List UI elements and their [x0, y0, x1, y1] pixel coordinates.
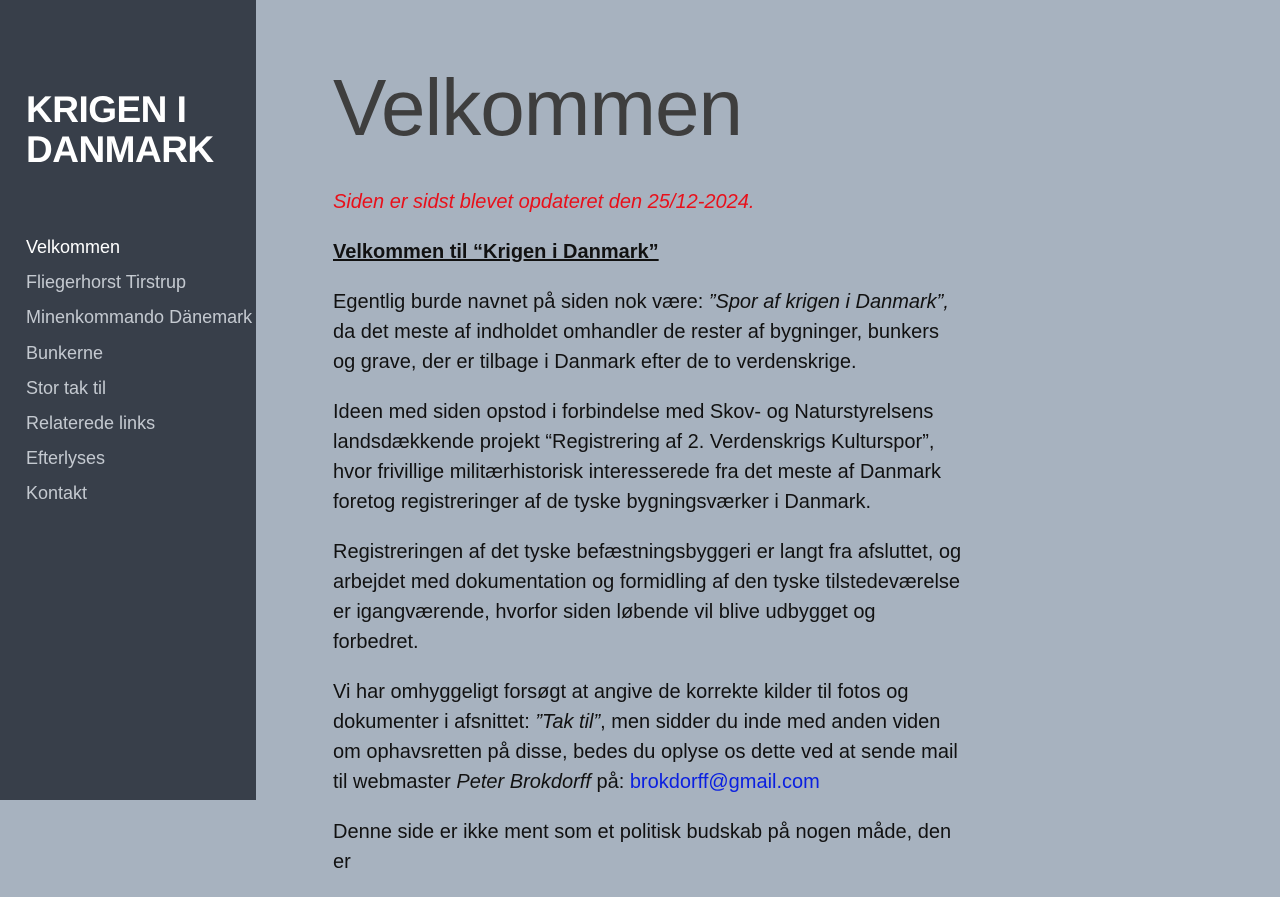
email-link[interactable]: brokdorff@gmail.com — [629, 771, 820, 793]
nav-item-efterlyses[interactable]: Efterlyses — [26, 448, 106, 469]
copyright-text-start: Vi har omhyggeligt forsøgt at angive de korrekte kilder til fotos og dokumenter i afsnittet: — [333, 681, 909, 733]
main-content — [333, 0, 963, 873]
copyright-paragraph — [333, 677, 963, 797]
nav-item-minenkommando-daenemark[interactable]: Minenkommando Dänemark — [26, 307, 253, 328]
nav-item-relaterede-links[interactable]: Relaterede links — [26, 412, 156, 433]
nav-item-bunkerne[interactable]: Bunkerne — [26, 342, 104, 363]
intro-alt-title: ”Spor af krigen i Danmark”, — [708, 291, 949, 313]
nav-item-kontakt[interactable]: Kontakt — [26, 483, 88, 504]
page-title: Velkommen — [333, 63, 742, 152]
copyright-section-ref: ”Tak til” — [535, 711, 601, 733]
origin-paragraph: Ideen med siden opstod i forbindelse med Skov- og Naturstyrelsens landsdækkende projekt “Registrering af 2. Verdenskrigs Kulturspor”, hvor frivillige militærhistorisk interesserede fra det meste af Danmark foretog registreringer af de tyske bygningsværker i Danmark. — [333, 401, 941, 513]
nav-item-velkommen[interactable]: Velkommen — [26, 237, 121, 257]
copyright-text-end: på: — [590, 771, 630, 793]
registration-paragraph: Registreringen af det tyske befæstningsbyggeri er langt fra afsluttet, og arbejdet med dokumentation og formidling af den tyske tilstedeværelse er igangværende, hvorfor siden løbende vil blive udbygget og forbedret. — [333, 541, 962, 653]
copyright-text-middle: , men sidder du inde med anden viden om ophavsretten på disse, bedes du oplyse os dette ved at sende mail til webmaster — [333, 711, 958, 793]
intro-paragraph — [333, 287, 963, 377]
nav-item-fliegerhorst-tirstrup[interactable]: Fliegerhorst Tirstrup — [26, 272, 187, 293]
welcome-heading: Velkommen til “Krigen i Danmark” — [333, 241, 659, 263]
welcome-heading-paragraph — [333, 237, 963, 267]
site-title[interactable]: KRIGEN I DANMARK — [26, 89, 214, 170]
sidebar — [0, 0, 256, 800]
intro-text-end: da det meste af indholdet omhandler de rester af bygninger, bunkers og grave, der er tilbage i Danmark efter de to verdenskrige. — [333, 321, 939, 373]
last-updated-notice: Siden er sidst blevet opdateret den 25/12-2024. — [333, 191, 755, 213]
webmaster-name: Peter Brokdorff — [456, 771, 591, 793]
main-navigation — [26, 235, 252, 517]
nav-item-stor-tak-til[interactable]: Stor tak til — [26, 377, 107, 398]
disclaimer-paragraph: Denne side er ikke ment som et politisk budskab på nogen måde, den er — [333, 821, 952, 873]
article-body — [333, 187, 963, 897]
intro-text-start: Egentlig burde navnet på siden nok være: — [333, 291, 709, 313]
